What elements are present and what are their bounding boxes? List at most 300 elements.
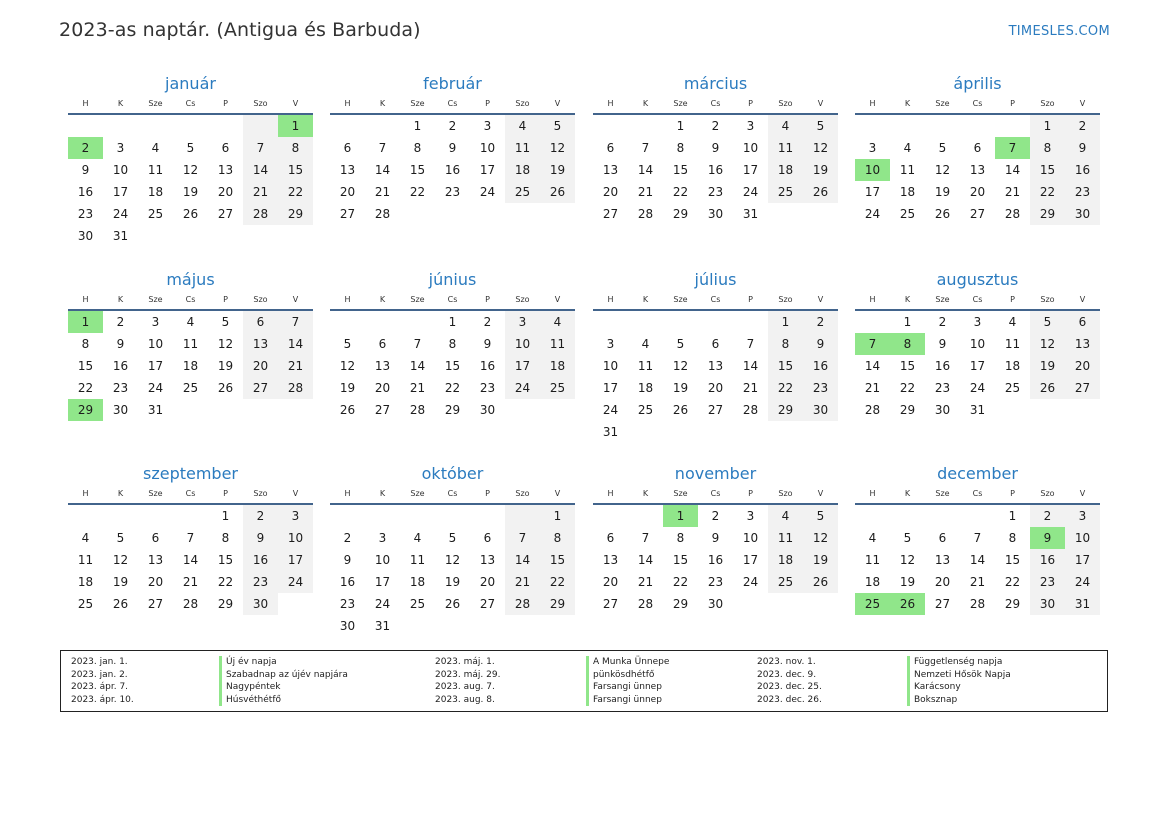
day-cell: 10 (742, 141, 759, 155)
day-cell: 19 (339, 381, 356, 395)
empty-cell (803, 593, 838, 615)
day-cell: 28 (969, 597, 986, 611)
empty-cell (1030, 399, 1065, 421)
weekday-label: V (292, 489, 299, 498)
weekday-label: Cs (447, 99, 458, 108)
day-cell: 10 (374, 553, 391, 567)
day-cell: 17 (479, 163, 496, 177)
holiday-date: 2023. ápr. 7. (71, 682, 129, 692)
empty-cell (243, 115, 278, 137)
day-cell: 27 (339, 207, 356, 221)
weekday-label: K (117, 99, 124, 108)
holiday-name: Nagypéntek (219, 681, 348, 694)
empty-cell (890, 505, 925, 527)
day-cell: 28 (409, 403, 426, 417)
empty-cell (278, 593, 313, 615)
empty-cell (173, 225, 208, 247)
empty-cell (208, 115, 243, 137)
day-cell: 12 (1030, 333, 1065, 355)
day-cell: 5 (343, 337, 352, 351)
day-cell: 3 (116, 141, 125, 155)
empty-cell (365, 505, 400, 527)
empty-cell (733, 311, 768, 333)
day-cell: 13 (602, 553, 619, 567)
day-cell: 1 (68, 311, 103, 333)
month-name: január (165, 74, 216, 93)
empty-cell (208, 399, 243, 421)
day-cell: 26 (182, 207, 199, 221)
day-cell: 5 (116, 531, 125, 545)
day-cell: 14 (374, 163, 391, 177)
day-cell: 26 (672, 403, 689, 417)
empty-cell (173, 115, 208, 137)
holiday-name: Húsvéthétfő (219, 694, 348, 707)
day-cell: 3 (868, 141, 877, 155)
holiday-name: Nemzeti Hősök Napja (907, 669, 1011, 682)
empty-cell (400, 505, 435, 527)
day-cell: 31 (742, 207, 759, 221)
day-cell: 19 (803, 159, 838, 181)
day-cell: 14 (243, 159, 278, 181)
day-cell: 2 (938, 315, 947, 329)
empty-cell (540, 615, 575, 637)
empty-cell (68, 505, 103, 527)
day-cell: 30 (112, 403, 129, 417)
empty-cell (698, 311, 733, 333)
day-cell: 21 (505, 571, 540, 593)
day-cell: 22 (278, 181, 313, 203)
day-cell: 23 (112, 381, 129, 395)
day-cell: 6 (606, 531, 615, 545)
day-cell: 15 (217, 553, 234, 567)
day-cell: 27 (602, 207, 619, 221)
day-cell: 13 (374, 359, 391, 373)
day-cell: 9 (711, 531, 720, 545)
day-cell: 25 (505, 181, 540, 203)
day-cell: 14 (969, 553, 986, 567)
day-cell: 14 (278, 333, 313, 355)
day-cell: 7 (641, 531, 650, 545)
holiday-date: 2023. jan. 1. (71, 657, 128, 667)
holiday-date: 2023. máj. 29. (435, 669, 501, 680)
day-cell: 19 (672, 381, 689, 395)
day-cell: 6 (938, 531, 947, 545)
day-cell: 17 (147, 359, 164, 373)
day-cell: 19 (112, 575, 129, 589)
weekday-label: K (904, 295, 911, 304)
weekday-label: K (642, 295, 649, 304)
empty-cell (435, 505, 470, 527)
holiday-names-column (586, 656, 669, 706)
day-cell: 16 (479, 359, 496, 373)
day-cell: 4 (768, 505, 803, 527)
month-calendar (593, 270, 838, 443)
day-grid (855, 311, 1100, 421)
day-cell: 13 (934, 553, 951, 567)
day-cell: 2 (448, 119, 457, 133)
day-cell: 1 (1008, 509, 1017, 523)
holiday-date: 2023. máj. 1. (435, 657, 495, 667)
month-calendar (855, 74, 1100, 225)
day-cell: 24 (374, 597, 391, 611)
month-calendar (330, 464, 575, 637)
weekday-label: Sze (935, 99, 950, 108)
day-cell: 4 (903, 141, 912, 155)
day-cell: 26 (803, 571, 838, 593)
day-cell: 1 (413, 119, 422, 133)
day-cell: 23 (707, 575, 724, 589)
month-calendar (593, 464, 838, 615)
holiday-names-column (219, 656, 348, 706)
day-cell: 24 (969, 381, 986, 395)
day-cell: 14 (637, 553, 654, 567)
day-cell: 23 (1030, 571, 1065, 593)
day-cell: 6 (378, 337, 387, 351)
day-cell: 29 (768, 399, 803, 421)
empty-cell (593, 311, 628, 333)
day-cell: 15 (672, 553, 689, 567)
weekday-label: H (869, 489, 876, 498)
month-name: november (674, 464, 757, 483)
weekday-label: Szo (778, 295, 793, 304)
day-cell: 3 (973, 315, 982, 329)
day-cell: 8 (81, 337, 90, 351)
month-name: július (694, 270, 737, 289)
empty-cell (628, 311, 663, 333)
weekday-label: H (82, 295, 89, 304)
day-cell: 21 (637, 575, 654, 589)
day-cell: 11 (505, 137, 540, 159)
weekday-label: Szo (1040, 295, 1055, 304)
day-cell: 16 (934, 359, 951, 373)
month-name: október (421, 464, 484, 483)
weekday-label: H (869, 99, 876, 108)
day-cell: 27 (707, 403, 724, 417)
day-cell: 20 (602, 185, 619, 199)
day-cell: 28 (1004, 207, 1021, 221)
day-cell: 23 (479, 381, 496, 395)
day-grid (330, 115, 575, 225)
holiday-name: Karácsony (907, 681, 1011, 694)
day-cell: 7 (855, 333, 890, 355)
weekday-label: Szo (515, 295, 530, 304)
weekday-label: Cs (972, 295, 983, 304)
day-cell: 1 (768, 311, 803, 333)
weekday-label: Szo (253, 295, 268, 304)
day-cell: 22 (899, 381, 916, 395)
day-cell: 4 (151, 141, 160, 155)
day-cell: 5 (1030, 311, 1065, 333)
day-cell: 28 (637, 597, 654, 611)
day-cell: 30 (77, 229, 94, 243)
day-cell: 25 (182, 381, 199, 395)
weekday-label: Sze (935, 489, 950, 498)
weekday-label: Sze (935, 295, 950, 304)
weekday-label: K (642, 99, 649, 108)
day-cell: 24 (479, 185, 496, 199)
weekday-label: V (1079, 295, 1086, 304)
day-cell: 18 (540, 355, 575, 377)
day-cell: 30 (339, 619, 356, 633)
weekday-label: Sze (410, 489, 425, 498)
day-cell: 30 (1030, 593, 1065, 615)
day-cell: 13 (707, 359, 724, 373)
weekday-label: Cs (185, 99, 196, 108)
day-cell: 9 (243, 527, 278, 549)
day-cell: 2 (711, 509, 720, 523)
day-cell: 4 (413, 531, 422, 545)
day-cell: 24 (147, 381, 164, 395)
day-cell: 27 (217, 207, 234, 221)
day-cell: 16 (339, 575, 356, 589)
day-cell: 3 (483, 119, 492, 133)
day-cell: 1 (676, 119, 685, 133)
day-cell: 28 (637, 207, 654, 221)
empty-cell (505, 505, 540, 527)
holiday-date: 2023. jan. 2. (71, 669, 128, 680)
empty-cell (173, 505, 208, 527)
day-cell: 18 (637, 381, 654, 395)
day-cell: 28 (182, 597, 199, 611)
day-cell: 24 (602, 403, 619, 417)
weekday-header (855, 293, 1100, 307)
day-cell: 16 (243, 549, 278, 571)
weekday-label: Cs (447, 295, 458, 304)
day-cell: 15 (672, 163, 689, 177)
day-cell: 29 (444, 403, 461, 417)
empty-cell (278, 225, 313, 247)
day-cell: 9 (1030, 527, 1065, 549)
day-cell: 5 (448, 531, 457, 545)
day-cell: 21 (742, 381, 759, 395)
day-cell: 1 (1030, 115, 1065, 137)
day-cell: 31 (1065, 593, 1100, 615)
day-cell: 20 (707, 381, 724, 395)
empty-cell (995, 115, 1030, 137)
day-cell: 17 (969, 359, 986, 373)
day-cell: 22 (672, 575, 689, 589)
holiday-date: 2023. aug. 8. (435, 694, 495, 705)
day-cell: 20 (1065, 355, 1100, 377)
day-cell: 26 (217, 381, 234, 395)
month-calendar (593, 74, 838, 225)
month-calendar (855, 464, 1100, 615)
weekday-label: Cs (447, 489, 458, 498)
day-cell: 10 (505, 333, 540, 355)
day-cell: 23 (934, 381, 951, 395)
day-cell: 23 (444, 185, 461, 199)
day-cell: 24 (742, 185, 759, 199)
day-cell: 29 (672, 597, 689, 611)
weekday-label: H (869, 295, 876, 304)
day-cell: 13 (479, 553, 496, 567)
day-cell: 3 (746, 119, 755, 133)
day-cell: 3 (606, 337, 615, 351)
day-grid (855, 115, 1100, 225)
weekday-label: Szo (1040, 99, 1055, 108)
weekday-header (593, 487, 838, 501)
weekday-label: Cs (710, 295, 721, 304)
weekday-label: K (117, 489, 124, 498)
month-calendar (68, 464, 313, 615)
brand-link[interactable]: TIMESLES.COM (1008, 24, 1110, 39)
day-cell: 11 (768, 137, 803, 159)
weekday-label: P (485, 489, 490, 498)
day-cell: 10 (602, 359, 619, 373)
holiday-date: 2023. nov. 1. (757, 657, 816, 667)
holiday-date: 2023. aug. 7. (435, 682, 495, 692)
empty-cell (925, 115, 960, 137)
day-cell: 11 (1004, 337, 1021, 351)
day-cell: 6 (221, 141, 230, 155)
day-cell: 6 (343, 141, 352, 155)
day-cell: 7 (243, 137, 278, 159)
day-cell: 14 (637, 163, 654, 177)
day-cell: 9 (803, 333, 838, 355)
day-cell: 29 (217, 597, 234, 611)
weekday-label: K (379, 99, 386, 108)
weekday-label: Szo (253, 99, 268, 108)
weekday-label: Sze (410, 295, 425, 304)
month-name: június (428, 270, 477, 289)
day-cell: 20 (147, 575, 164, 589)
weekday-label: Szo (778, 489, 793, 498)
day-cell: 17 (1065, 549, 1100, 571)
day-cell: 9 (448, 141, 457, 155)
day-cell: 31 (112, 229, 129, 243)
weekday-label: K (642, 489, 649, 498)
weekday-label: Sze (673, 295, 688, 304)
day-cell: 11 (77, 553, 94, 567)
day-cell: 30 (243, 593, 278, 615)
empty-cell (593, 505, 628, 527)
day-cell: 17 (374, 575, 391, 589)
day-cell: 25 (768, 181, 803, 203)
day-cell: 8 (1030, 137, 1065, 159)
day-cell: 18 (899, 185, 916, 199)
holiday-date: 2023. dec. 25. (757, 682, 822, 692)
day-cell: 18 (409, 575, 426, 589)
day-cell: 11 (864, 553, 881, 567)
day-cell: 28 (505, 593, 540, 615)
weekday-label: Sze (673, 99, 688, 108)
day-cell: 1 (540, 505, 575, 527)
day-cell: 4 (540, 311, 575, 333)
day-cell: 10 (147, 337, 164, 351)
day-cell: 26 (890, 593, 925, 615)
day-cell: 18 (864, 575, 881, 589)
empty-cell (628, 505, 663, 527)
day-cell: 12 (444, 553, 461, 567)
day-cell: 10 (479, 141, 496, 155)
day-cell: 21 (969, 575, 986, 589)
day-cell: 21 (182, 575, 199, 589)
day-cell: 17 (742, 163, 759, 177)
day-grid (593, 505, 838, 615)
day-grid (68, 311, 313, 421)
weekday-header (593, 293, 838, 307)
day-cell: 30 (1065, 203, 1100, 225)
empty-cell (103, 115, 138, 137)
day-cell: 2 (803, 311, 838, 333)
day-cell: 26 (339, 403, 356, 417)
day-cell: 9 (711, 141, 720, 155)
day-cell: 2 (1030, 505, 1065, 527)
day-cell: 12 (182, 163, 199, 177)
holiday-date: 2023. dec. 26. (757, 694, 822, 705)
day-cell: 22 (77, 381, 94, 395)
day-cell: 16 (707, 553, 724, 567)
weekday-label: Cs (710, 489, 721, 498)
weekday-label: Cs (185, 489, 196, 498)
day-cell: 24 (278, 571, 313, 593)
day-cell: 30 (707, 597, 724, 611)
weekday-label: P (748, 99, 753, 108)
day-cell: 6 (151, 531, 160, 545)
day-cell: 27 (969, 207, 986, 221)
day-cell: 20 (602, 575, 619, 589)
empty-cell (803, 203, 838, 225)
empty-cell (330, 115, 365, 137)
day-cell: 11 (899, 163, 916, 177)
weekday-label: V (554, 99, 561, 108)
day-cell: 18 (505, 159, 540, 181)
empty-cell (138, 115, 173, 137)
day-cell: 2 (243, 505, 278, 527)
day-cell: 21 (374, 185, 391, 199)
day-cell: 7 (413, 337, 422, 351)
day-cell: 27 (1065, 377, 1100, 399)
day-cell: 21 (409, 381, 426, 395)
day-cell: 21 (278, 355, 313, 377)
weekday-label: Sze (410, 99, 425, 108)
day-cell: 18 (768, 549, 803, 571)
empty-cell (505, 399, 540, 421)
empty-cell (768, 593, 803, 615)
weekday-label: K (904, 489, 911, 498)
day-cell: 12 (672, 359, 689, 373)
empty-cell (1065, 399, 1100, 421)
holiday-name: Új év napja (219, 656, 348, 669)
day-grid (68, 115, 313, 247)
month-calendar (855, 270, 1100, 421)
day-cell: 11 (182, 337, 199, 351)
day-cell: 2 (116, 315, 125, 329)
day-cell: 30 (479, 403, 496, 417)
day-cell: 17 (278, 549, 313, 571)
day-cell: 15 (409, 163, 426, 177)
day-cell: 16 (803, 355, 838, 377)
day-cell: 13 (217, 163, 234, 177)
day-cell: 12 (339, 359, 356, 373)
day-cell: 8 (676, 531, 685, 545)
day-cell: 20 (934, 575, 951, 589)
holiday-name: Farsangi ünnep (586, 681, 669, 694)
weekday-label: P (223, 489, 228, 498)
day-cell: 6 (711, 337, 720, 351)
weekday-label: Cs (710, 99, 721, 108)
day-cell: 25 (899, 207, 916, 221)
day-cell: 3 (505, 311, 540, 333)
day-cell: 18 (147, 185, 164, 199)
day-cell: 12 (934, 163, 951, 177)
day-cell: 31 (374, 619, 391, 633)
day-cell: 7 (278, 311, 313, 333)
weekday-label: V (554, 295, 561, 304)
day-cell: 25 (1004, 381, 1021, 395)
day-cell: 28 (278, 377, 313, 399)
day-grid (855, 505, 1100, 615)
